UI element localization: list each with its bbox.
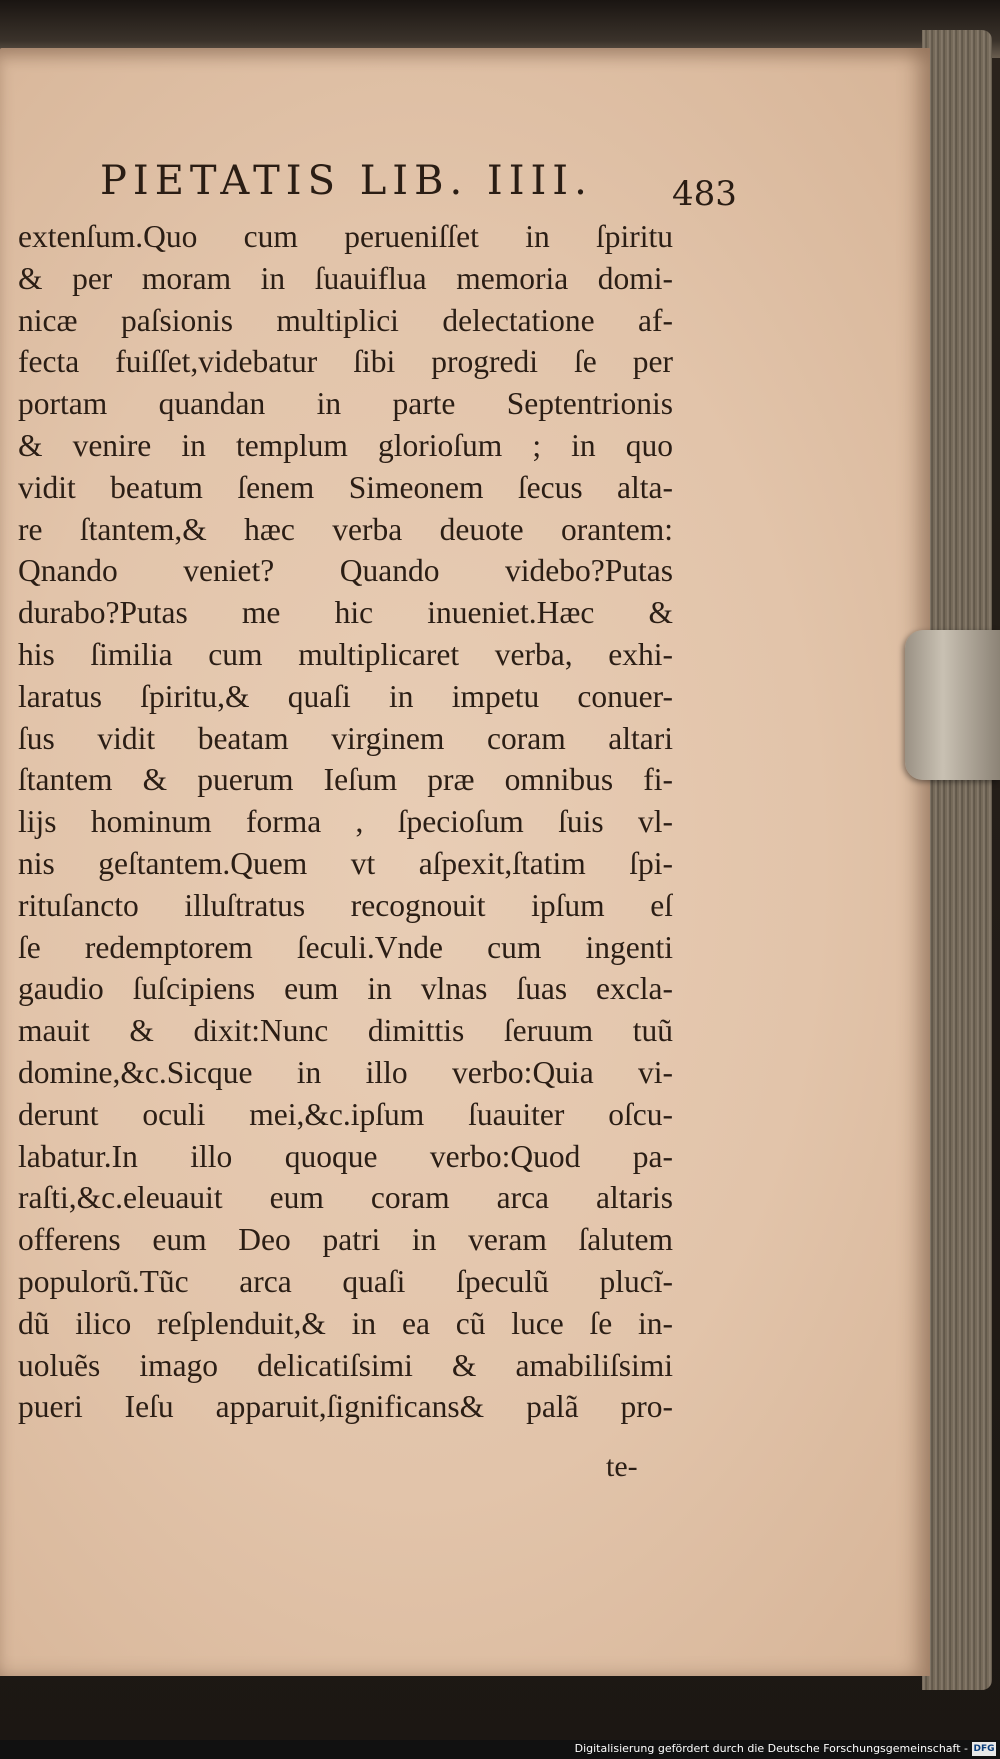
text-line: ſus vidit beatam virginem coram altari: [18, 720, 673, 756]
text-line: uoluẽs imago delicatiſsimi & amabiliſsimi: [18, 1347, 673, 1383]
text-line: extenſum.Quo cum perueniſſet in ſpiritu: [18, 219, 673, 254]
text-line: his ſimilia cum multiplicaret verba, exhi-: [18, 636, 673, 672]
text-line: labatur.In illo quoque verbo:Quod pa-: [18, 1138, 673, 1174]
text-line: re ſtantem,& hæc verba deuote orantem:: [18, 511, 673, 547]
text-line: populorũ.Tũc arca quaſi ſpeculũ plucĩ-: [18, 1263, 673, 1299]
bookmark-clip: [905, 630, 1000, 780]
page-text: [18, 216, 673, 1428]
text-line: lijs hominum forma , ſpecioſum ſuis vl-: [18, 804, 673, 840]
text-line: domine,&c.Sicque in illo verbo:Quia vi-: [18, 1054, 673, 1090]
text-line: ſe redemptorem ſeculi.Vnde cum ingenti: [18, 929, 673, 965]
text-line: offerens eum Deo patri in veram ſalutem: [18, 1222, 673, 1258]
dfg-logo: DFG: [973, 1744, 995, 1754]
text-line: gaudio ſuſcipiens eum in vlnas ſuas excla-: [18, 971, 673, 1007]
running-header: PIETATIS LIB. IIII.: [100, 158, 593, 204]
text-line: fecta fuiſſet,videbatur ſibi progredi ſe per: [18, 344, 673, 380]
funding-credit: Digitalisierung gefördert durch die Deutsche Forschungsgemeinschaft -: [574, 1742, 968, 1755]
text-line: vidit beatum ſenem Simeonem ſecus alta-: [18, 469, 673, 505]
book-page-edges: [922, 30, 992, 1690]
text-line: raſti,&c.eleuauit eum coram arca altaris: [18, 1180, 673, 1216]
text-line: & venire in templum glorioſum ; in quo: [18, 427, 673, 463]
text-line: Qnando veniet? Quando videbo?Putas: [18, 553, 673, 589]
text-line: nicæ paſsionis multiplici delectatione af-: [18, 302, 673, 338]
text-line: nis geſtantem.Quem vt aſpexit,ſtatim ſpi-: [18, 845, 673, 881]
text-line: dũ ilico reſplenduit,& in ea cũ luce ſe in-: [18, 1305, 673, 1341]
text-line: & per moram in ſuauiflua memoria domi-: [18, 260, 673, 296]
text-line: derunt oculi mei,&c.ipſum ſuauiter oſcu-: [18, 1096, 673, 1132]
catchword: te-: [606, 1450, 638, 1483]
text-line: laratus ſpiritu,& quaſi in impetu conuer-: [18, 678, 673, 714]
text-line: rituſancto illuſtratus recognouit ipſum eſ: [18, 887, 673, 923]
text-line: ſtantem & puerum Ieſum præ omnibus fi-: [18, 762, 673, 798]
page-number: 483: [672, 174, 737, 214]
text-line: durabo?Putas me hic inueniet.Hæc &: [18, 595, 673, 631]
text-line: pueri Ieſu apparuit,ſignificans& palã pro-: [18, 1389, 673, 1425]
text-line: mauit & dixit:Nunc dimittis ſeruum tuũ: [18, 1013, 673, 1049]
text-line: portam quandan in parte Septentrionis: [18, 386, 673, 422]
